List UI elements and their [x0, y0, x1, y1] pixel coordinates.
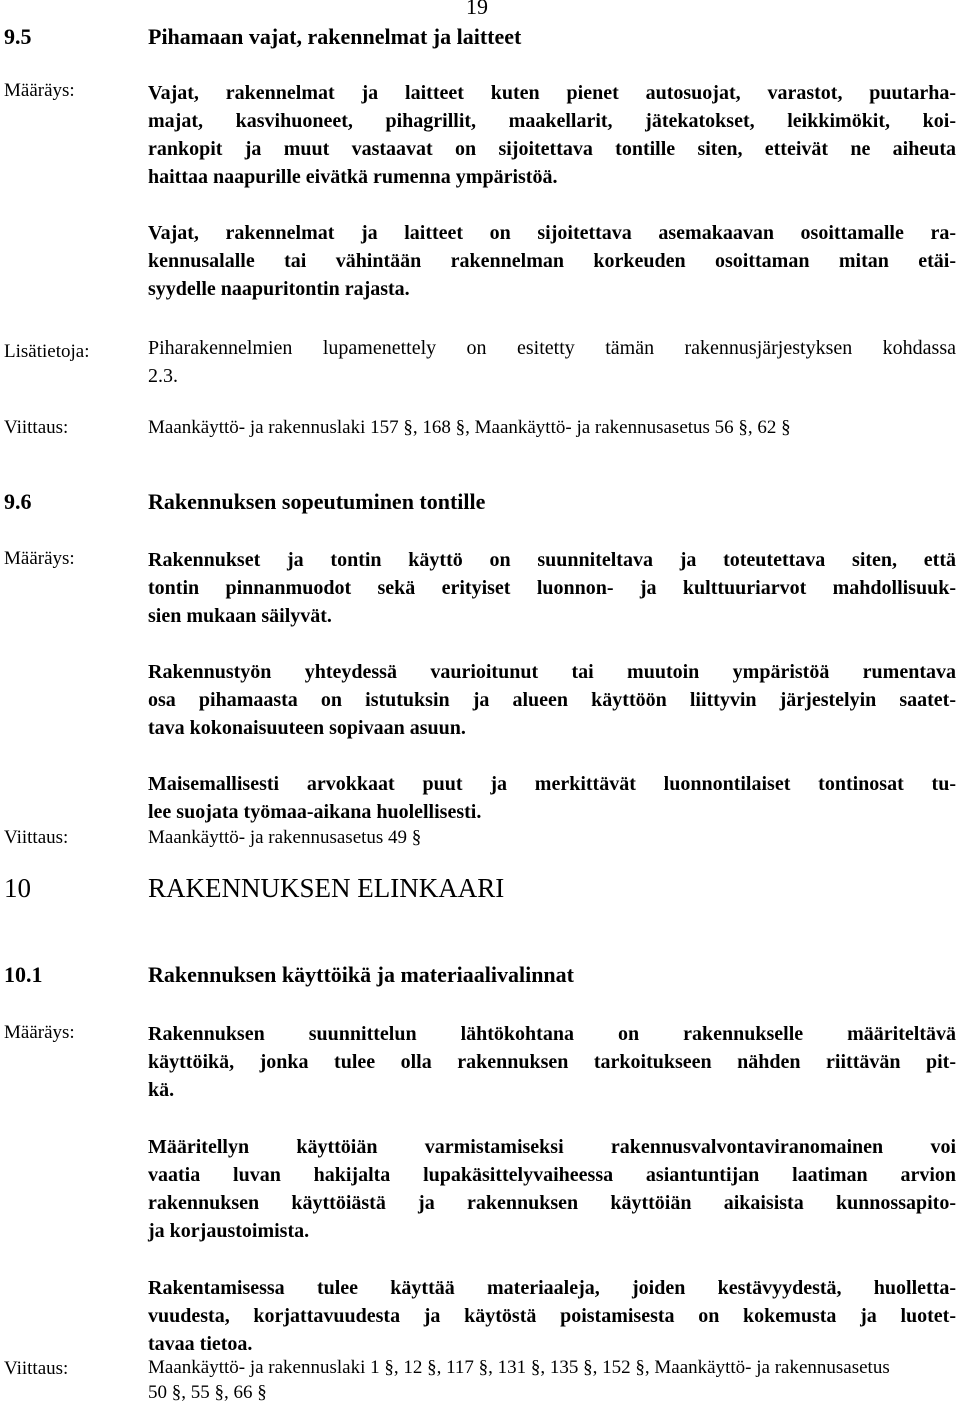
- text-line: tava kokonaisuuteen sopivaan asuun.: [148, 717, 466, 739]
- section-9-5-title: Pihamaan vajat, rakennelmat ja laitteet: [148, 24, 522, 49]
- text-line: majat, kasvihuoneet, pihagrillit, maakellarit, jätekatokset, leikkimökit, koi-: [148, 110, 956, 132]
- section-9-6-paragraph-2: [148, 658, 956, 742]
- text-line: käyttöikä, jonka tulee olla rakennuksen tarkoitukseen nähden riittävän pit-: [148, 1051, 956, 1073]
- text-line: kä.: [148, 1079, 175, 1101]
- section-9-5-paragraph-1: [148, 79, 956, 191]
- section-9-5-lisatietoja-text: [148, 334, 956, 390]
- text-line: Rakennukset ja tontin käyttö on suunniteltava ja toteutettava siten, että: [148, 549, 956, 571]
- text-line: vuudesta, korjattavuudesta ja käytöstä poistamisesta on kokemusta ja luotet-: [148, 1305, 956, 1327]
- text-line: Vajat, rakennelmat ja laitteet kuten pienet autosuojat, varastot, puutarha-: [148, 82, 956, 104]
- section-9-6-viittaus-label: Viittaus:: [4, 827, 69, 848]
- section-9-5-viittaus-text: Maankäyttö- ja rakennuslaki 157 §, 168 §, Maankäyttö- ja rakennusasetus 56 §, 62 §: [148, 417, 791, 438]
- text-line: tontin pinnanmuodot sekä erityiset luonnon- ja kulttuuriarvot mahdollisuuk-: [148, 577, 956, 599]
- text-line: Maisemallisesti arvokkaat puut ja merkittävät luonnontilaiset tontinosat tu-: [148, 773, 956, 795]
- section-9-6-viittaus-text: Maankäyttö- ja rakennusasetus 49 §: [148, 827, 422, 848]
- page-number: 19: [466, 0, 488, 19]
- chapter-10-number: 10: [4, 873, 31, 903]
- text-line: Rakennustyön yhteydessä vaurioitunut tai muutoin ympäristöä rumentava: [148, 661, 956, 683]
- text-line: Maankäyttö- ja rakennuslaki 1 §, 12 §, 117 §, 131 §, 135 §, 152 §, Maankäyttö- ja rakennusasetus: [148, 1357, 890, 1378]
- section-10-1-viittaus-text: [148, 1355, 960, 1405]
- section-10-1-number: 10.1: [4, 962, 43, 987]
- section-9-6-number: 9.6: [4, 489, 32, 514]
- section-9-5-lisatietoja-label: Lisätietoja:: [4, 341, 90, 362]
- section-9-6-paragraph-1: [148, 546, 956, 630]
- section-10-1-maarays-label: Määräys:: [4, 1022, 75, 1043]
- text-line: kennusalalle tai vähintään rakennelman korkeuden osoittaman mitan etäi-: [148, 250, 956, 272]
- section-9-5-viittaus-label: Viittaus:: [4, 417, 69, 438]
- text-line: Määritellyn käyttöiän varmistamiseksi rakennusvalvontaviranomainen voi: [148, 1136, 956, 1158]
- text-line: osa pihamaasta on istutuksin ja alueen käyttöön liittyvin järjestelyin saatet-: [148, 689, 956, 711]
- text-line: Piharakennelmien lupamenettely on esitetty tämän rakennusjärjestyksen kohdassa: [148, 337, 956, 359]
- section-9-5-paragraph-2: [148, 219, 956, 303]
- section-9-5-maarays-label: Määräys:: [4, 80, 75, 101]
- section-10-1-paragraph-3: [148, 1274, 956, 1358]
- text-line: vaatia luvan hakijalta lupakäsittelyvaiheessa asiantuntijan laatiman arvion: [148, 1164, 956, 1186]
- text-line: rankopit ja muut vastaavat on sijoitettava tontille siten, etteivät ne aiheuta: [148, 138, 956, 160]
- text-line: haittaa naapurille eivätkä rumenna ympäristöä.: [148, 166, 558, 188]
- text-line: Rakentamisessa tulee käyttää materiaaleja, joiden kestävyydestä, huolletta-: [148, 1277, 956, 1299]
- section-9-6-paragraph-3: [148, 770, 956, 826]
- section-10-1-title: Rakennuksen käyttöikä ja materiaalivalinnat: [148, 962, 574, 987]
- text-line: 2.3.: [148, 365, 178, 387]
- text-line: rakennuksen käyttöiästä ja rakennuksen käyttöiän aikaisista kunnossapito-: [148, 1192, 956, 1214]
- text-line: Vajat, rakennelmat ja laitteet on sijoitettava asemakaavan osoittamalle ra-: [148, 222, 956, 244]
- section-9-6-title: Rakennuksen sopeutuminen tontille: [148, 489, 486, 514]
- chapter-10-title: RAKENNUKSEN ELINKAARI: [148, 873, 505, 903]
- section-10-1-paragraph-2: [148, 1133, 956, 1245]
- text-line: syydelle naapuritontin rajasta.: [148, 278, 410, 300]
- section-10-1-paragraph-1: [148, 1020, 956, 1104]
- text-line: lee suojata työmaa-aikana huolellisesti.: [148, 801, 482, 823]
- text-line: Rakennuksen suunnittelun lähtökohtana on rakennukselle määriteltävä: [148, 1023, 956, 1045]
- text-line: ja korjaustoimista.: [148, 1220, 310, 1242]
- text-line: 50 §, 55 §, 66 §: [148, 1382, 267, 1403]
- section-10-1-viittaus-label: Viittaus:: [4, 1358, 69, 1379]
- section-9-6-maarays-label: Määräys:: [4, 548, 75, 569]
- section-9-5-number: 9.5: [4, 24, 32, 49]
- text-line: sien mukaan säilyvät.: [148, 605, 332, 627]
- text-line: tavaa tietoa.: [148, 1333, 253, 1355]
